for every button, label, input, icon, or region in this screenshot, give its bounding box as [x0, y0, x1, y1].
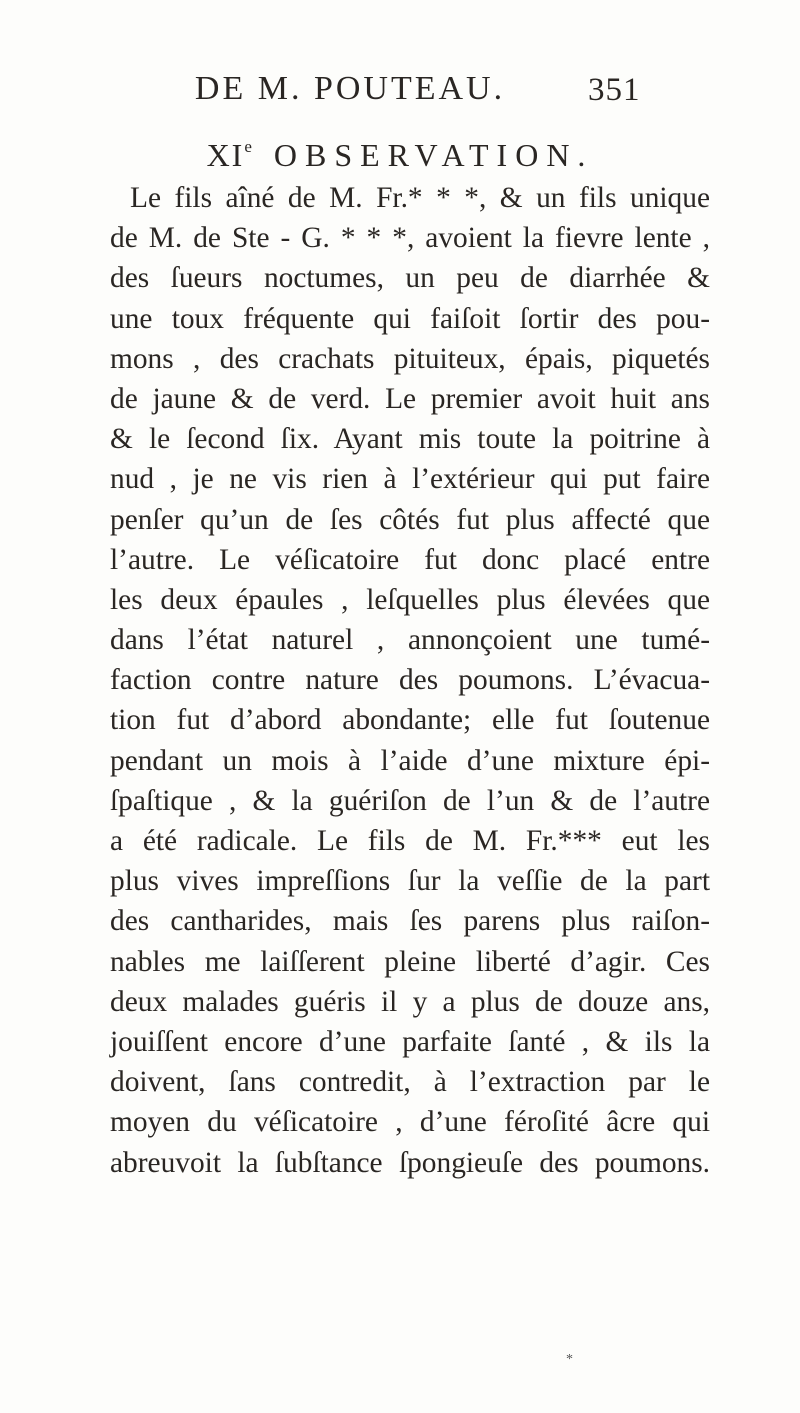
text-line: a été radicale. Le fils de M. Fr.*** eut les	[110, 825, 710, 857]
text-line: faction contre nature des poumons. L’évacua-	[110, 664, 710, 697]
text-line: nud , je ne vis rien à l’extérieur qui put faire	[110, 463, 710, 496]
text-line: des ſueurs noctumes, un peu de diarrhée &	[110, 262, 710, 295]
text-line: l’autre. Le véſicatoire fut donc placé entre	[110, 543, 710, 576]
text-line: deux malades guéris il y a plus de douze ans,	[110, 985, 710, 1018]
page-mark: *	[566, 1352, 573, 1367]
running-head	[0, 70, 800, 110]
text-line: mons , des crachats pituiteux, épais, piquetés	[110, 342, 710, 375]
text-line: & le ſecond ſix. Ayant mis toute la poitrine à	[110, 423, 710, 456]
observation-heading	[0, 137, 800, 174]
text-line: jouiſſent encore d’une parfaite ſanté , & ils la	[110, 1025, 710, 1058]
observation-number: XI	[206, 137, 245, 173]
text-line: nables me laiſſerent pleine liberté d’agir. Ces	[110, 945, 710, 978]
text-line: de M. de Ste - G. * * *, avoient la fievre lente ,	[110, 222, 710, 255]
text-line: moyen du véſicatoire , d’une féroſité âcre qui	[110, 1106, 710, 1139]
text-line: pendant un mois à l’aide d’une mixture épi-	[110, 744, 710, 777]
body-text	[110, 178, 710, 1183]
running-title: DE M. POUTEAU.	[194, 70, 506, 107]
text-line: Le fils aîné de M. Fr.* * *, & un fils unique	[130, 182, 710, 214]
text-line: de jaune & de verd. Le premier avoit huit ans	[110, 382, 710, 415]
page-number: 351	[588, 72, 641, 108]
text-line: doivent, ſans contredit, à l’extraction par le	[110, 1066, 710, 1099]
text-line: plus vives impreſſions ſur la veſſie de la part	[110, 865, 710, 898]
text-line: penſer qu’un de ſes côtés fut plus affecté que	[110, 503, 710, 536]
observation-ordinal-suffix: e	[244, 137, 258, 156]
text-line: des cantharides, mais ſes parens plus raiſon-	[110, 905, 710, 938]
text-line: abreuvoit la ſubſtance ſpongieuſe des poumons.	[110, 1146, 710, 1179]
text-line: une toux fréquente qui faiſoit ſortir des pou-	[110, 302, 710, 335]
text-line: les deux épaules , leſquelles plus élevées que	[110, 583, 710, 616]
observation-title: OBSERVATION.	[273, 137, 594, 173]
text-line: ſpaſtique , & la guériſon de l’un & de l’autre	[110, 784, 710, 817]
text-line: tion fut d’abord abondante; elle fut ſoutenue	[110, 704, 710, 737]
text-line: dans l’état naturel , annonçoient une tumé-	[110, 624, 710, 657]
